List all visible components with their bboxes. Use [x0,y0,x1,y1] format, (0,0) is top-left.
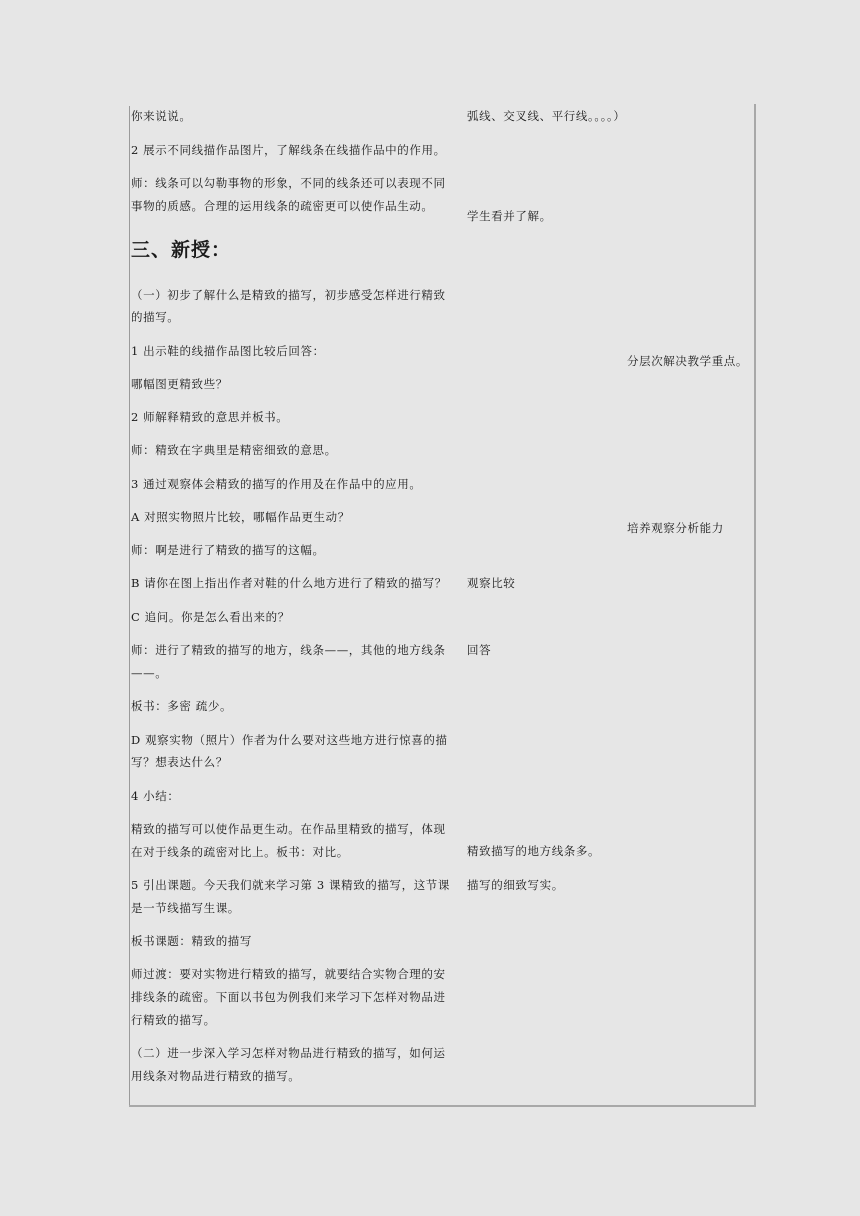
teacher-text-line: 3 通过观察体会精致的描写的作用及在作品中的应用。 [131,477,422,491]
table-bottom-border [129,1105,756,1107]
table-right-border [754,104,756,1107]
section-heading: 三、新授： [131,239,232,261]
teacher-text-line: C 追问。你是怎么看出来的？ [131,610,290,624]
teacher-text-line: 师过渡：要对实物进行精致的描写，就要结合实物合理的安 [131,967,446,981]
teacher-text-line: 的描写。 [131,310,180,324]
teacher-text-line: ——。 [131,666,168,680]
teacher-text-line: 2 展示不同线描作品图片，了解线条在线描作品中的作用。 [131,143,446,157]
teacher-text-line: 1 出示鞋的线描作品图比较后回答： [131,344,325,358]
teacher-text-line: 5 引出课题。今天我们就来学习第 3 课精致的描写，这节课 [131,878,450,892]
teacher-text-line: （二）进一步深入学习怎样对物品进行精致的描写，如何运 [131,1046,446,1060]
teacher-text-line: 你来说说。 [131,109,192,123]
teacher-text-line: B 请你在图上指出作者对鞋的什么地方进行了精致的描写？ [131,576,447,590]
student-activity-line: 观察比较 [467,576,516,590]
teacher-text-line: （一）初步了解什么是精致的描写，初步感受怎样进行精致 [131,288,446,302]
teacher-text-line: 师：进行了精致的描写的地方，线条——，其他的地方线条 [131,643,446,657]
student-activity-line: 学生看并了解。 [467,209,552,223]
teacher-text-line: 事物的质感。合理的运用线条的疏密更可以使作品生动。 [131,199,434,213]
table-left-border [129,106,130,1106]
teacher-text-line: 是一节线描写生课。 [131,901,240,915]
teacher-text-line: 板书课题：精致的描写 [131,934,252,948]
teacher-text-line: 精致的描写可以使作品更生动。在作品里精致的描写，体现 [131,822,446,836]
teacher-text-line: 排线条的疏密。下面以书包为例我们来学习下怎样对物品进 [131,990,446,1004]
student-activity-line: 回答 [467,643,492,657]
design-intent-line: 培养观察分析能力 [627,521,724,535]
teacher-text-line: 在对于线条的疏密对比上。板书：对比。 [131,845,349,859]
teacher-text-line: 师：线条可以勾勒事物的形象，不同的线条还可以表现不同 [131,176,446,190]
teacher-text-line: 师：精致在字典里是精密细致的意思。 [131,443,337,457]
teacher-text-line: 用线条对物品进行精致的描写。 [131,1069,301,1083]
teacher-text-line: D 观察实物（照片）作者为什么要对这些地方进行惊喜的描 [131,733,448,747]
student-activity-line: 精致描写的地方线条多。 [467,844,601,858]
teacher-text-line: 2 师解释精致的意思并板书。 [131,410,289,424]
design-intent-line: 分层次解决教学重点。 [627,354,748,368]
teacher-text-line: 4 小结： [131,789,180,803]
teacher-text-line: A 对照实物照片比较，哪幅作品更生动？ [131,510,350,524]
teacher-text-line: 师：啊是进行了精致的描写的这幅。 [131,543,325,557]
student-activity-line: 描写的细致写实。 [467,878,564,892]
teacher-text-line: 写？想表达什么？ [131,755,228,769]
teacher-text-line: 哪幅图更精致些？ [131,377,228,391]
teacher-text-line: 板书：多密 疏少。 [131,699,233,713]
student-activity-line: 弧线、交叉线、平行线。。。。） [467,109,626,123]
teacher-text-line: 行精致的描写。 [131,1013,216,1027]
